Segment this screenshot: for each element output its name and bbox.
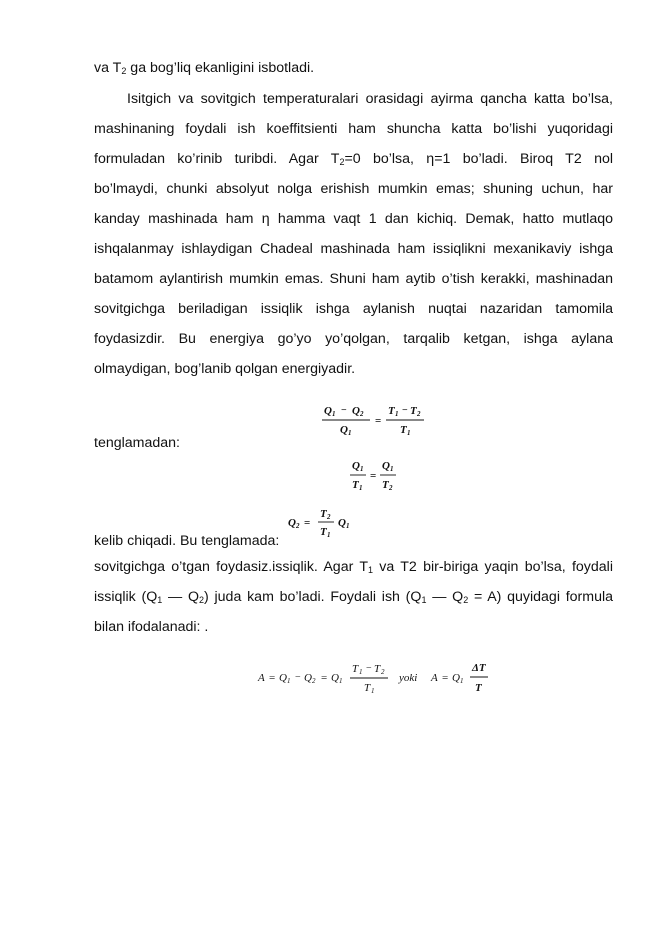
- svg-text:1: 1: [390, 465, 394, 473]
- svg-text:Q: Q: [352, 405, 360, 417]
- svg-text:2: 2: [381, 668, 385, 676]
- svg-text:A: A: [258, 672, 265, 684]
- text-line: sovitgichga o’tgan foydasiz.issiqlik. Agar $T_1$ va T2 bir-biriga yaqin bo’lsa, foydali: [94, 559, 613, 575]
- svg-text:1: 1: [360, 465, 364, 473]
- formula-useful-work: [256, 658, 496, 702]
- text-line: batamom aylantirish mumkin emas. Shuni ham aytib o’tish kerakki, mashinadan: [94, 271, 613, 287]
- svg-text:=: =: [304, 517, 311, 529]
- svg-text:T: T: [400, 424, 407, 436]
- text-line: olmaydigan, bog’lanib qolgan energiyadir.: [94, 361, 356, 377]
- svg-text:Q: Q: [279, 672, 287, 684]
- svg-text:1: 1: [339, 677, 343, 685]
- text-line: sovitgichga beriladigan issiqlik ishga aylanish nuqtai nazaridan tamomila: [94, 301, 613, 317]
- svg-text:Q: Q: [352, 460, 360, 472]
- text-line: va $T_2$ ga bog’liq ekanligini isbotladi.: [94, 60, 315, 76]
- formula-heat-temperature-ratio: [348, 455, 408, 499]
- text-line: formuladan ko’rinib turibdi. Agar $T_2=0$ bo’lsa, η=1 bo’ladi. Biroq T2 nol: [94, 151, 614, 167]
- formula-efficiency-ratio: [320, 400, 450, 448]
- text-line: bilan ifodalanadi: .: [94, 619, 209, 635]
- svg-text:1: 1: [359, 484, 363, 492]
- svg-text:1: 1: [371, 687, 375, 695]
- svg-text:1: 1: [359, 668, 363, 676]
- svg-text:1: 1: [287, 677, 291, 685]
- svg-text:Q: Q: [331, 672, 339, 684]
- svg-text:2: 2: [296, 522, 300, 530]
- svg-text:T: T: [320, 508, 327, 520]
- svg-text:−: −: [402, 405, 408, 416]
- svg-text:Q: Q: [338, 517, 346, 529]
- svg-text:T: T: [382, 479, 389, 491]
- svg-text:1: 1: [327, 531, 331, 539]
- svg-text:1: 1: [348, 429, 352, 437]
- svg-text:1: 1: [460, 677, 464, 685]
- svg-text:1: 1: [346, 522, 350, 530]
- svg-text:2: 2: [417, 410, 421, 418]
- svg-text:A: A: [431, 672, 438, 684]
- svg-text:=: =: [321, 672, 328, 684]
- svg-text:−: −: [341, 405, 347, 416]
- svg-text:2: 2: [327, 513, 331, 521]
- svg-text:Q: Q: [288, 517, 296, 529]
- text-line: foydasizdir. Bu energiya go’yo yo’qolgan, tarqalib ketgan, ishga aylana: [94, 331, 613, 347]
- text-line: bo’lmaydi, chunki absolyut nolga erishish mumkin emas; shuning uchun, har: [94, 181, 613, 197]
- svg-text:=: =: [375, 415, 382, 427]
- svg-text:yoki: yoki: [399, 672, 418, 684]
- text-line: ishqalanmay ishlaydigan Chadeal mashinada ham issiqlikni mexanikaviy ishga: [94, 241, 613, 257]
- svg-text:1: 1: [395, 410, 399, 418]
- svg-text:1: 1: [332, 410, 336, 418]
- svg-text:T: T: [352, 479, 359, 491]
- text-line: kanday mashinada ham η hamma vaqt 1 dan kichiq. Demak, hatto mutlaqo: [94, 211, 613, 227]
- svg-text:=: =: [442, 672, 449, 684]
- svg-text:Q: Q: [304, 672, 312, 684]
- text-line: issiqlik ($Q_1$ — $Q_2$) juda kam bo’ladi. Foydali ish ($Q_1$ — $Q_2 = A$) quyidagi formula: [94, 589, 614, 605]
- svg-text:T: T: [410, 405, 417, 417]
- svg-text:T: T: [388, 405, 395, 417]
- svg-text:T: T: [364, 682, 371, 694]
- svg-text:2: 2: [389, 484, 393, 492]
- text-line: Isitgich va sovitgich temperaturalari orasidagi ayirma qancha katta bo’lsa,: [127, 91, 613, 107]
- text-line: mashinaning foydali ish koeffitsienti ham shuncha katta bo’lishi yuqoridagi: [94, 121, 613, 137]
- svg-text:T: T: [475, 682, 482, 694]
- svg-text:−: −: [366, 663, 372, 674]
- svg-text:Q: Q: [340, 424, 348, 436]
- svg-text:T: T: [352, 663, 359, 675]
- text-line: kelib chiqadi. Bu tenglamada:: [94, 533, 280, 549]
- svg-text:1: 1: [407, 429, 411, 437]
- svg-text:Q: Q: [382, 460, 390, 472]
- svg-text:T: T: [320, 526, 327, 538]
- svg-text:Q: Q: [324, 405, 332, 417]
- text-line: tenglamadan:: [94, 435, 180, 451]
- svg-text:−: −: [295, 672, 301, 683]
- svg-text:T: T: [374, 663, 381, 675]
- svg-text:2: 2: [312, 677, 316, 685]
- formula-q2: [286, 504, 356, 546]
- svg-text:=: =: [269, 672, 276, 684]
- svg-text:2: 2: [360, 410, 364, 418]
- svg-text:Q: Q: [452, 672, 460, 684]
- svg-text:ΔT: ΔT: [472, 662, 486, 674]
- svg-text:=: =: [370, 470, 377, 482]
